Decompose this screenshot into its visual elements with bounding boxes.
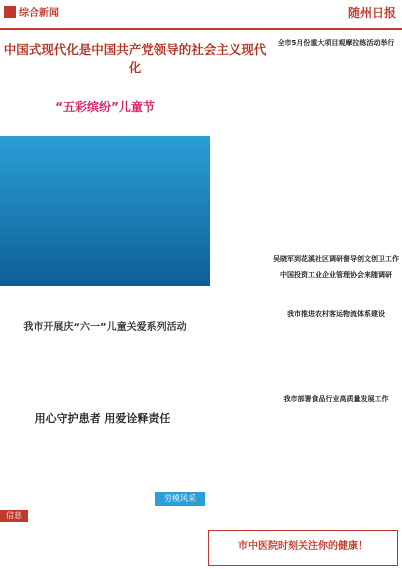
headline-investment: 中国投资工业企业管理协会来随调研 [280,271,392,279]
masthead: 随州日报 [347,6,396,20]
section-title: 综合新闻 [19,8,59,19]
headline-projects: 全市5月份重大项目观摩拉练活动举行 [277,39,395,47]
children-headline: 我市开展庆“六一”儿童关爱系列活动 [23,322,187,333]
stage-photo [0,136,210,286]
headline-food: 我市部署食品行业高质量发展工作 [283,395,389,403]
lead-headline: 中国式现代化是中国共产党领导的社会主义现代化 [3,42,267,75]
right-column [272,34,400,529]
ad-text: 市中医院时刻关注你的健康！ [238,541,368,552]
lead-story [0,34,270,75]
page-number-block [4,6,16,18]
headline-community: 吴晓军到花溪社区调研督导创文创卫工作 [273,255,399,263]
hospital-ad [208,530,398,566]
care-headline: 用心守护患者 用爱诠释责任 [34,412,171,425]
care-story [0,402,205,442]
children-story [0,66,210,436]
labor-banner: 劳模风采 [155,492,205,506]
headline-logistics: 我市推进农村客运物流体系建设 [287,310,385,318]
banner-title: “五彩缤纷”儿童节 [55,100,155,114]
info-label: 信息 [0,510,28,522]
page-header [0,0,402,30]
